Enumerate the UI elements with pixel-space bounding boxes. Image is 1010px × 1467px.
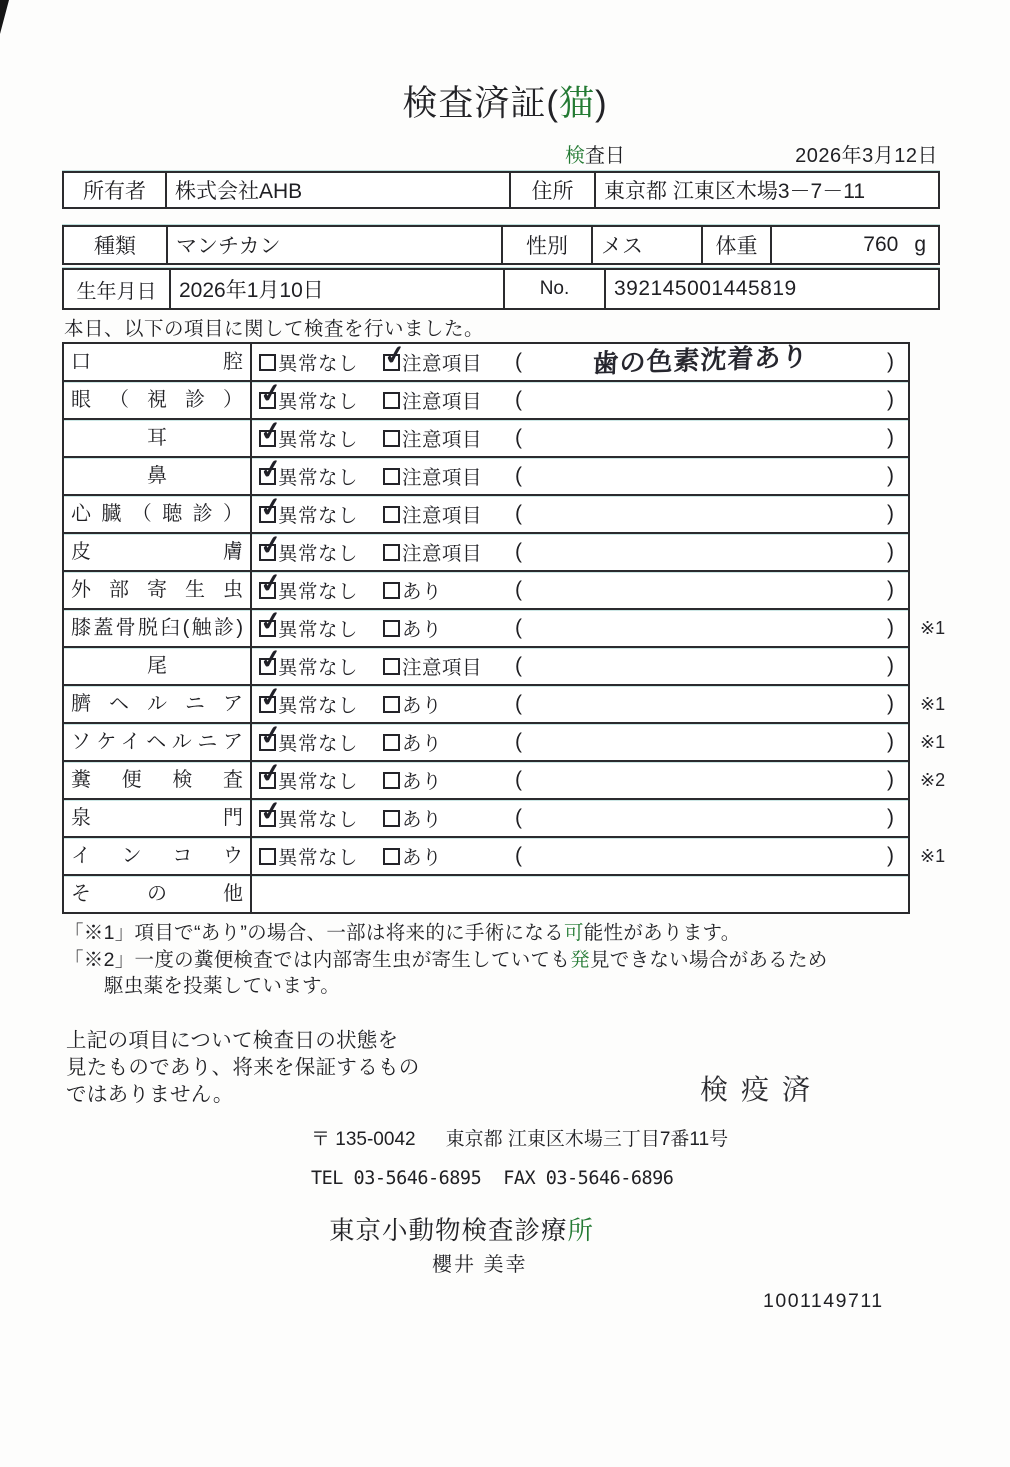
handwritten-note: 歯の色素沈着あり [592,341,809,379]
id-number-label: No. [503,270,604,308]
checkmark: ✓ [258,414,284,447]
paren-open: ( [515,540,522,563]
exam-item-label: 口腔 [64,344,252,380]
option-label: あり [402,619,443,641]
paren-close: ) [887,502,894,525]
paren-close: ) [887,540,894,563]
checkmark: ✓ [258,452,284,485]
checkmark: ✓ [258,604,284,637]
paren-open: ( [515,844,522,867]
checkbox-attention [383,544,400,561]
checkbox-present [383,696,400,713]
option-label: 異常なし [278,581,359,603]
table-row-other [64,874,908,912]
checkbox-attention [383,658,400,675]
exam-item-label: ソケイヘルニア [64,724,252,760]
checkmark: ✓ [258,376,284,409]
weight-label: 体重 [701,227,770,263]
paren-open: ( [515,806,522,829]
breed-value: マンチカン [166,227,501,263]
birthdate-value: 2026年1月10日 [169,270,503,308]
option-label: 異常なし [278,353,359,375]
checkmark: ✓ [258,490,284,523]
table-row-umbilical-hernia [64,680,946,722]
exam-item-label: 心臓（聴診） [64,496,252,532]
option-label: 異常なし [278,543,359,565]
checkbox-present [383,772,400,789]
pet-info-row [62,225,940,265]
paren-open: ( [515,692,522,715]
checkbox-attention [383,506,400,523]
footnote-1: 「※1」項目で“あり”の場合、一部は将来的に手術になる可能性があります。 [64,922,741,944]
scan-corner-artifact [0,0,9,34]
sex-label: 性別 [501,227,591,263]
table-row-eyes [64,376,908,418]
table-row-skin [64,528,908,570]
exam-item-label: 尾 [64,648,252,684]
checkbox-normal [258,718,284,751]
paren-open: ( [515,654,522,677]
exam-item-label: 耳 [64,420,252,456]
option-label: 異常なし [278,657,359,679]
checkbox-attention [383,392,400,409]
exam-item-label: 臍ヘルニア [64,686,252,722]
checkbox-present [383,734,400,751]
paren-close: ) [887,350,894,373]
checkbox-present [383,582,400,599]
checkbox-attention [382,338,408,371]
table-row-external-parasites [64,566,908,608]
paren-open: ( [515,502,522,525]
paren-open: ( [515,426,522,449]
breed-label: 種類 [94,235,136,258]
clinic-name: 東京小動物検査診療所 [329,1217,595,1245]
veterinarian-name: 櫻井 美幸 [432,1254,528,1276]
option-label: 異常なし [278,733,359,755]
paren-close: ) [887,578,894,601]
option-label: 異常なし [278,467,359,489]
paren-close: ) [887,616,894,639]
option-label: 異常なし [278,619,359,641]
table-row-inkou [64,836,946,874]
table-row-tail [64,642,908,684]
checkmark: ✓ [258,566,284,599]
exam-item-label: 鼻 [64,458,252,494]
exam-item-label: 糞便検査 [64,762,252,798]
table-row-heart [64,490,908,532]
checkmark: ✓ [258,680,284,713]
checkbox-normal [258,528,284,561]
owner-row [62,171,940,209]
checkmark: ✓ [258,718,284,751]
exam-table [62,338,946,914]
option-label: 異常なし [278,391,359,413]
paren-close: ) [887,654,894,677]
exam-item-label: 膝蓋骨脱臼(触診) [64,610,252,646]
checkbox-normal [258,566,284,599]
checkmark: ✓ [382,338,408,371]
option-label: あり [402,771,443,793]
clinic-phone-line [311,1168,673,1189]
footnote-ref: ※1 [920,846,946,866]
checkmark: ✓ [258,756,284,789]
paren-open: ( [515,768,522,791]
checkbox-normal [258,642,284,675]
disclaimer-text: 上記の項目について検査日の状態を 見たものであり、将来を保証するもの ではありません。 [66,1029,420,1106]
option-label: あり [402,847,443,869]
footnote-ref: ※2 [920,770,946,790]
exam-item-label: 眼（視診） [64,382,252,418]
checkbox-normal [258,604,284,637]
paren-open: ( [515,350,522,373]
address-value: 東京都 江東区木場3－7－11 [594,173,938,207]
birthdate-label: 生年月日 [76,280,157,303]
weight-value: 760 g [770,227,938,263]
checkbox-normal [259,354,276,371]
option-label: 異常なし [278,847,359,869]
option-label: 注意項目 [402,505,483,527]
paren-close: ) [887,426,894,449]
address-label: 住所 [509,173,594,207]
title-cat-green: 猫 [558,84,595,123]
weight-unit: g [914,233,926,256]
checkbox-normal [258,452,284,485]
checkbox-normal [258,376,284,409]
checkbox-attention [383,430,400,447]
paren-open: ( [515,464,522,487]
inspection-date-label: 検査日 [565,145,625,167]
paren-close: ) [887,844,894,867]
clinic-address: 東京都 江東区木場三丁目7番11号 [445,1129,729,1150]
checkbox-normal [258,490,284,523]
fax-number: FAX 03-5646-6896 [503,1168,674,1189]
exam-item-label: インコウ [64,838,252,874]
option-label: 注意項目 [402,353,483,375]
option-label: 異常なし [278,809,359,831]
tel-number: TEL 03-5646-6895 [311,1168,482,1189]
option-label: 注意項目 [402,657,483,679]
table-row-fontanelle [64,794,908,836]
option-label: 注意項目 [402,543,483,565]
clinic-address-line [311,1124,728,1151]
checkbox-present [383,620,400,637]
option-label: あり [402,733,443,755]
exam-item-label: 泉門 [64,800,252,836]
option-label: あり [402,695,443,717]
owner-value: 株式会社AHB [165,173,509,207]
intro-text: 本日、以下の項目に関して検査を行いました。 [64,318,485,340]
option-label: あり [402,809,443,831]
footnote-ref: ※1 [920,732,946,752]
checkbox-attention [383,468,400,485]
footnote-ref: ※1 [920,694,946,714]
paren-close: ) [887,464,894,487]
checkbox-normal [258,414,284,447]
footnote-ref: ※1 [920,618,946,638]
option-label: 注意項目 [402,391,483,413]
table-row-fecal-exam [64,756,946,798]
checkbox-normal [258,680,284,713]
table-row-nose [64,452,908,494]
paren-open: ( [515,388,522,411]
table-row-inguinal-hernia [64,718,946,760]
paren-close: ) [887,692,894,715]
footnote-2-continued: 駆虫薬を投薬しています。 [104,975,341,997]
checkbox-normal [258,756,284,789]
checkbox-present [383,848,400,865]
quarantine-passed-stamp: 検疫済 [700,1074,824,1105]
checkmark: ✓ [258,642,284,675]
page-title: 検査済証(猫) [402,84,608,123]
checkmark: ✓ [258,528,284,561]
exam-item-label: 外部寄生虫 [64,572,252,608]
table-row-ears [64,414,908,456]
checkbox-present [383,810,400,827]
option-label: あり [402,581,443,603]
footnote-2: 「※2」一度の糞便検査では内部寄生虫が寄生していても発見できない場合があるため [64,949,828,971]
checkbox-normal [258,794,284,827]
option-label: 異常なし [278,771,359,793]
sex-value: メス [591,227,701,263]
paren-close: ) [887,806,894,829]
checkbox-normal [259,848,276,865]
id-number-value: 392145001445819 [604,270,938,308]
option-label: 異常なし [278,505,359,527]
paren-close: ) [887,388,894,411]
exam-item-label: 皮膚 [64,534,252,570]
postal-code: 〒 135-0042 [311,1129,416,1150]
owner-label: 所有者 [83,180,146,203]
birth-row [62,268,940,310]
inspection-date-value: 2026年3月12日 [795,145,938,167]
paren-close: ) [887,768,894,791]
exam-item-label: その他 [64,876,252,912]
option-label: 注意項目 [402,467,483,489]
paren-open: ( [515,616,522,639]
paren-open: ( [515,730,522,753]
serial-number: 1001149711 [763,1290,884,1312]
checkmark: ✓ [258,794,284,827]
option-label: 注意項目 [402,429,483,451]
table-row-patella [64,604,946,646]
paren-close: ) [887,730,894,753]
option-label: 異常なし [278,695,359,717]
paren-open: ( [515,578,522,601]
table-row-oral [64,338,908,380]
option-label: 異常なし [278,429,359,451]
